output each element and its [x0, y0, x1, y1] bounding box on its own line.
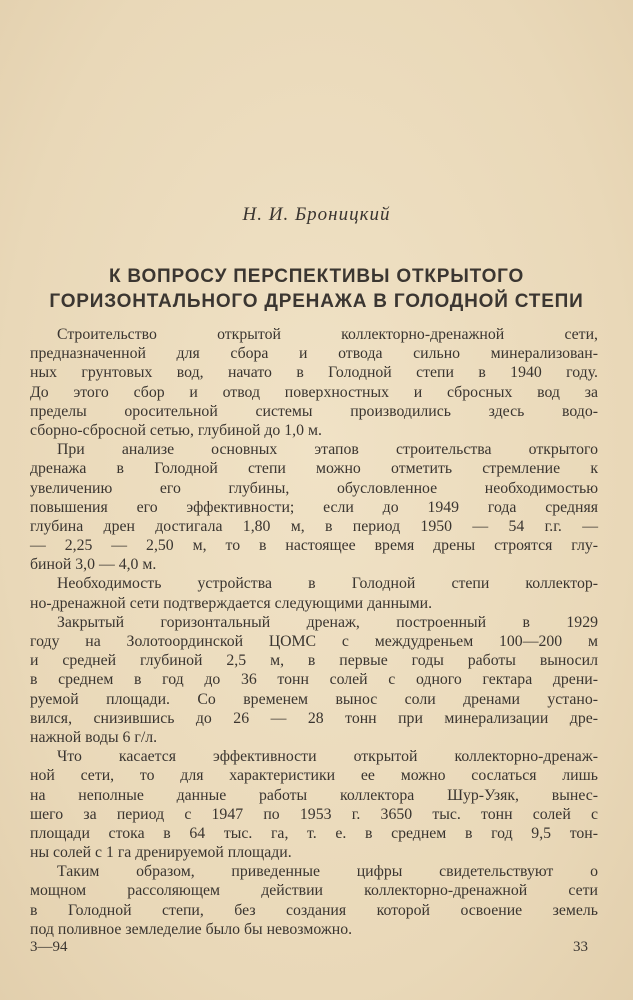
text-line: руемой площади. Со временем вынос соли дренами устано- — [30, 690, 598, 708]
text-line: ных грунтовых вод, начато в Голодной степи в 1940 году. — [30, 364, 598, 382]
paragraph — [30, 747, 598, 862]
paragraph — [30, 440, 598, 574]
text-line: дренажа в Голодной степи можно отметить стремление к — [30, 460, 598, 478]
text-line: на неполные данные работы коллектора Шур-Узяк, вынес- — [30, 786, 598, 804]
text-line: повышения его эффективности; если до 1949 года средняя — [30, 498, 598, 516]
text-line: предназначенной для сбора и отвода сильно минерализован- — [30, 345, 598, 363]
text-line: До этого сбор и отвод поверхностных и сбросных вод за — [30, 383, 598, 401]
text-line: но-дренажной сети подтверждается следующими данными. — [30, 594, 433, 612]
text-line: ной сети, то для характеристики ее можно сослаться лишь — [30, 767, 598, 785]
article-body — [30, 325, 598, 939]
title-line-1: К ВОПРОСУ ПЕРСПЕКТИВЫ ОТКРЫТОГО — [108, 266, 525, 287]
text-line: При анализе основных этапов строительства открытого — [57, 441, 598, 459]
title-line-2: ГОРИЗОНТАЛЬНОГО ДРЕНАЖА В ГОЛОДНОЙ СТЕПИ — [49, 291, 584, 312]
text-line: ны солей с 1 га дренируемой площади. — [30, 844, 292, 862]
text-line: под поливное земледелие было бы невозможно. — [30, 920, 353, 938]
text-line: — 2,25 — 2,50 м, то в настоящее время дрены строятся глу- — [30, 537, 598, 555]
text-line: мощном рассоляющем действии коллекторно-дренажной сети — [30, 882, 598, 900]
text-line: Необходимость устройства в Голодной степи коллектор- — [57, 575, 598, 593]
paragraph — [30, 325, 598, 440]
printer-signature: 3—94 — [30, 939, 68, 955]
text-line: площади стока в 64 тыс. га, т. е. в среднем в год 9,5 тон- — [30, 824, 598, 842]
paragraph — [30, 862, 598, 939]
paragraph — [30, 613, 598, 747]
text-line: Строительство открытой коллекторно-дренажной сети, — [57, 326, 598, 343]
article-title — [20, 264, 613, 314]
author-name: Н. И. Броницкий — [242, 204, 391, 225]
text-line: увеличению его глубины, обусловленное необходимостью — [30, 479, 598, 497]
text-line: пределы оросительной системы производились здесь водо- — [30, 402, 598, 420]
text-line: вился, снизившись до 26 — 28 тонн при минерализации дре- — [30, 709, 598, 727]
text-line: Что касается эффективности открытой коллекторно-дренаж- — [57, 748, 598, 766]
text-line: в среднем в год до 36 тонн солей с одного гектара дрени- — [30, 671, 598, 689]
text-line: Таким образом, приведенные цифры свидетельствуют о — [57, 863, 598, 881]
text-line: году на Золотоординской ЦОМС с междудреньем 100—200 м — [30, 633, 598, 650]
text-line: шего за период с 1947 по 1953 г. 3650 тыс. тонн солей с — [30, 805, 598, 823]
page-number: 33 — [573, 939, 588, 955]
paragraph — [30, 574, 598, 612]
text-line: глубина дрен достигала 1,80 м, в период 1950 — 54 г.г. — — [30, 517, 598, 535]
text-line: и средней глубиной 2,5 м, в первые годы работы выносил — [30, 652, 598, 670]
text-line: в Голодной степи, без создания которой освоение земель — [30, 901, 598, 919]
text-line: Закрытый горизонтальный дренаж, построенный в 1929 — [57, 613, 598, 631]
text-line: нажной воды 6 г/л. — [30, 728, 158, 746]
text-line: биной 3,0 — 4,0 м. — [30, 556, 157, 574]
text-line: сборно-сбросной сетью, глубиной до 1,0 м. — [30, 421, 322, 439]
